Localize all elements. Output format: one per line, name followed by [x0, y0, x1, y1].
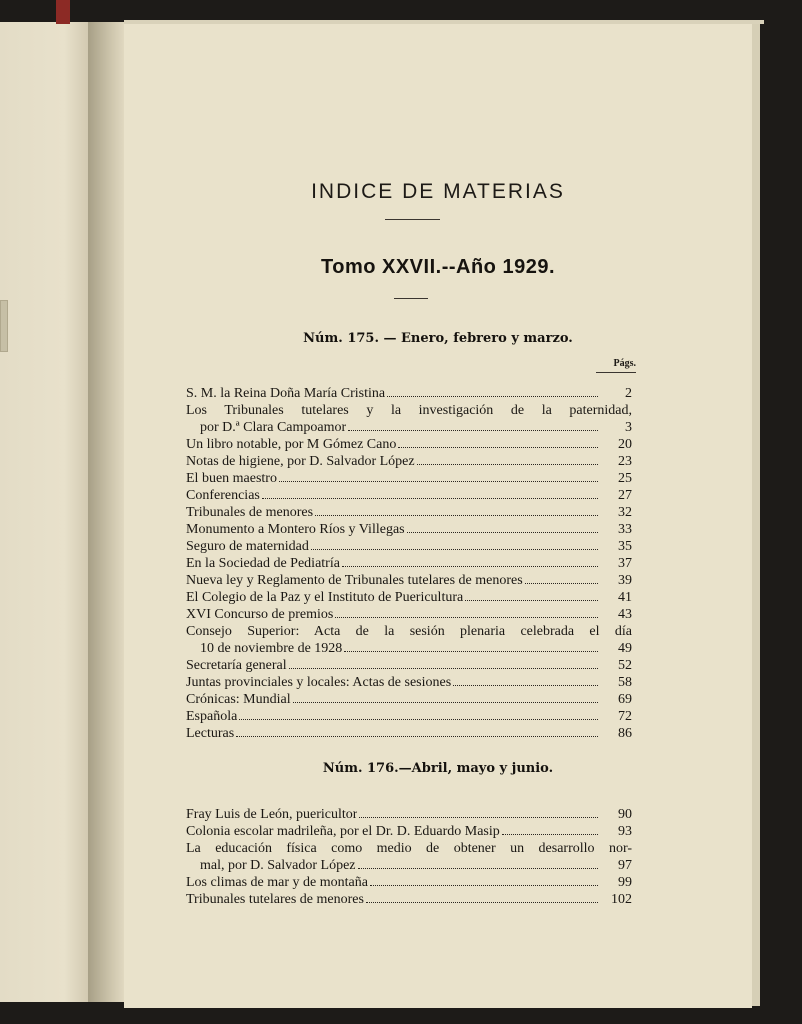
- entry-title: Notas de higiene, por D. Salvador López: [186, 454, 415, 469]
- dot-leader: [344, 640, 598, 652]
- entry-page: 43: [618, 607, 632, 622]
- entry-title: Juntas provinciales y locales: Actas de sesiones: [186, 675, 452, 690]
- toc-entry: [186, 640, 632, 657]
- dot-leader: [465, 589, 598, 601]
- entry-page: 35: [618, 539, 632, 554]
- toc-entry: [186, 691, 632, 708]
- entry-title: Consejo Superior: Acta de la sesión plenaria celebrada el día: [186, 624, 632, 639]
- entry-page: 90: [618, 807, 632, 822]
- dot-leader: [358, 857, 598, 869]
- toc-entry: [186, 708, 632, 725]
- dot-leader: [348, 419, 598, 431]
- dot-leader: [387, 385, 598, 397]
- entry-title: S. M. la Reina Doña María Cristina: [186, 386, 386, 401]
- entry-title: El buen maestro: [186, 471, 277, 486]
- toc-entry: [186, 555, 632, 572]
- entry-page: 20: [618, 437, 632, 452]
- toc-entry: [186, 725, 632, 742]
- dot-leader: [407, 521, 598, 533]
- entry-title: Seguro de maternidad: [186, 539, 309, 554]
- entry-title: Monumento a Montero Ríos y Villegas: [186, 522, 405, 537]
- entry-title: Los climas de mar y de montaña: [186, 875, 368, 890]
- entry-page: 23: [618, 454, 632, 469]
- facing-page: [0, 22, 92, 1002]
- toc-list: [186, 385, 632, 742]
- toc-entry: [186, 419, 632, 436]
- entry-title: En la Sociedad de Pediatría: [186, 556, 340, 571]
- entry-page: 39: [618, 573, 632, 588]
- entry-title: Tribunales de menores: [186, 505, 314, 520]
- entry-page: 72: [618, 709, 632, 724]
- toc-entry: [186, 453, 632, 470]
- dot-leader: [289, 657, 598, 669]
- toc-entry: [186, 840, 632, 857]
- dot-leader: [525, 572, 598, 584]
- entry-page: 32: [618, 505, 632, 520]
- entry-title: por D.ª Clara Campoamor: [200, 420, 347, 435]
- title-divider: [385, 219, 440, 220]
- dot-leader: [502, 823, 598, 835]
- dot-leader: [417, 453, 598, 465]
- toc-entry: [186, 657, 632, 674]
- dot-leader: [293, 691, 598, 703]
- entry-title: mal, por D. Salvador López: [200, 858, 356, 873]
- toc-entry: [186, 572, 632, 589]
- toc-entry: [186, 623, 632, 640]
- entry-page: 52: [618, 658, 632, 673]
- dot-leader: [359, 806, 598, 818]
- toc-entry: [186, 674, 632, 691]
- dot-leader: [398, 436, 598, 448]
- toc-entry: [186, 823, 632, 840]
- entry-page: 69: [618, 692, 632, 707]
- entry-title: Los Tribunales tutelares y la investigación de la paternidad,: [186, 403, 632, 418]
- entry-title: XVI Concurso de premios: [186, 607, 334, 622]
- entry-page: 102: [611, 892, 632, 907]
- entry-page: 2: [625, 386, 632, 401]
- bookmark-ribbon: [56, 0, 70, 24]
- entry-page: 97: [618, 858, 632, 873]
- dot-leader: [239, 708, 598, 720]
- entry-page: 33: [618, 522, 632, 537]
- section-heading: Núm. 176.—Abril, mayo y junio.: [322, 761, 554, 776]
- section-heading: Núm. 175. — Enero, febrero y marzo.: [303, 331, 573, 346]
- toc-entry: [186, 589, 632, 606]
- dot-leader: [262, 487, 598, 499]
- entry-title: Española: [186, 709, 238, 724]
- entry-page: 93: [618, 824, 632, 839]
- pages-column-label: Págs.: [613, 358, 636, 369]
- dot-leader: [370, 874, 598, 886]
- page-tab: [0, 300, 8, 352]
- entry-title: Fray Luis de León, puericultor: [186, 807, 358, 822]
- entry-page: 58: [618, 675, 632, 690]
- toc-list: [186, 806, 632, 908]
- toc-entry: [186, 874, 632, 891]
- toc-entry: [186, 470, 632, 487]
- dot-leader: [366, 891, 598, 903]
- toc-entry: [186, 806, 632, 823]
- dot-leader: [453, 674, 598, 686]
- toc-entry: [186, 538, 632, 555]
- toc-entry: [186, 487, 632, 504]
- entry-title: Un libro notable, por M Gómez Cano: [186, 437, 397, 452]
- entry-page: 99: [618, 875, 632, 890]
- dot-leader: [311, 538, 598, 550]
- dot-leader: [342, 555, 598, 567]
- page-title: INDICE DE MATERIAS: [311, 180, 565, 203]
- volume-heading: Tomo XXVII.--Año 1929.: [321, 256, 555, 278]
- toc-entry: [186, 521, 632, 538]
- toc-entry: [186, 606, 632, 623]
- entry-page: 49: [618, 641, 632, 656]
- entry-page: 86: [618, 726, 632, 741]
- dot-leader: [315, 504, 598, 516]
- entry-title: Tribunales tutelares de menores: [186, 892, 364, 907]
- entry-title: Lecturas: [186, 726, 235, 741]
- page-edge-right: [752, 24, 760, 1006]
- dot-leader: [279, 470, 598, 482]
- book-spine: [88, 22, 128, 1002]
- entry-title: Secretaría general: [186, 658, 287, 673]
- volume-divider: [394, 298, 428, 299]
- entry-title: Nueva ley y Reglamento de Tribunales tutelares de menores: [186, 573, 523, 588]
- dot-leader: [335, 606, 598, 618]
- entry-title: El Colegio de la Paz y el Instituto de Puericultura: [186, 590, 464, 605]
- toc-entry: [186, 857, 632, 874]
- toc-entry: [186, 436, 632, 453]
- entry-title: Conferencias: [186, 488, 260, 503]
- entry-page: 41: [618, 590, 632, 605]
- entry-title: Colonia escolar madrileña, por el Dr. D. Eduardo Masip: [186, 824, 500, 839]
- entry-page: 3: [625, 420, 632, 435]
- entry-title: 10 de noviembre de 1928: [200, 641, 343, 656]
- pages-column-rule: [596, 372, 636, 373]
- toc-entry: [186, 385, 632, 402]
- entry-title: Crónicas: Mundial: [186, 692, 291, 707]
- dot-leader: [236, 725, 598, 737]
- entry-page: 37: [618, 556, 632, 571]
- entry-page: 27: [618, 488, 632, 503]
- entry-title: La educación física como medio de obtener un desarrollo nor-: [186, 841, 632, 856]
- toc-entry: [186, 402, 632, 419]
- toc-entry: [186, 504, 632, 521]
- toc-entry: [186, 891, 632, 908]
- entry-page: 25: [618, 471, 632, 486]
